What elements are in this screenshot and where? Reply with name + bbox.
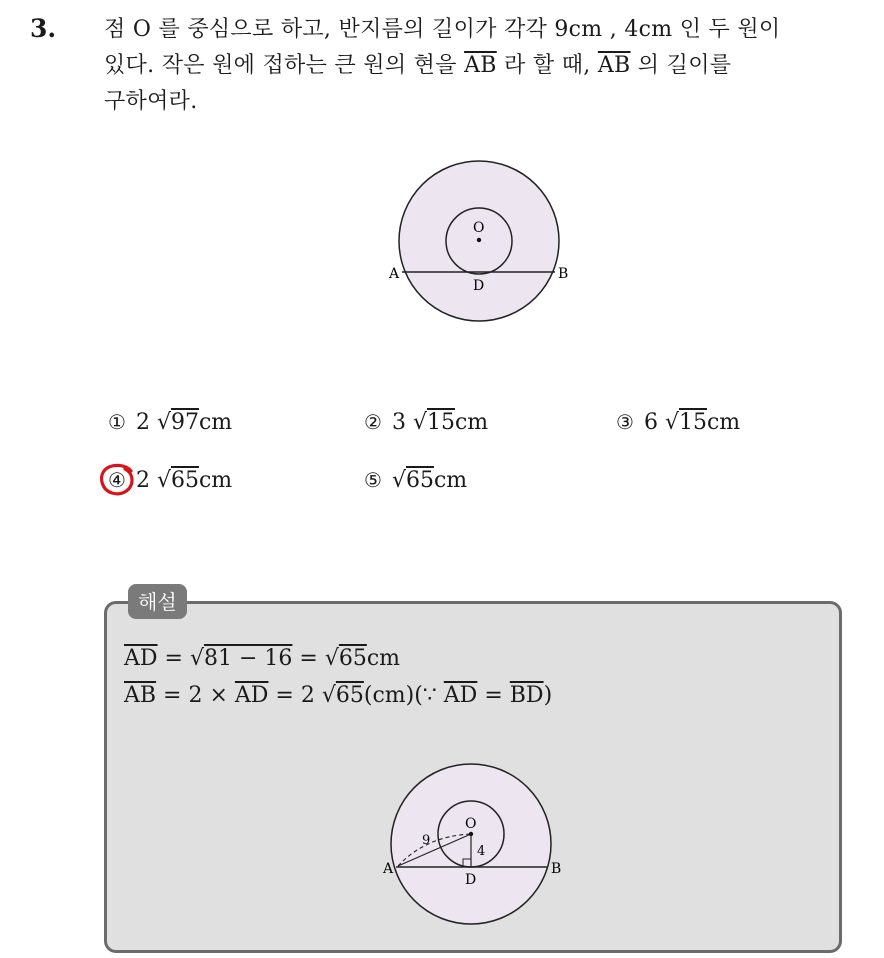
question-line-3: 구하여라. (104, 89, 198, 114)
label-o: O (473, 220, 485, 236)
choice-coef: 6 (643, 410, 665, 435)
choice-radical: 65 (170, 468, 199, 493)
segment-ad: $\overline{AD}$ (234, 683, 269, 708)
label-b: B (558, 266, 569, 282)
choice-4[interactable]: ④ 2 √65cm (108, 468, 232, 493)
choice-2[interactable]: ② 3 √15cm (364, 410, 489, 435)
label-b: B (551, 861, 562, 877)
label-d: D (473, 278, 485, 294)
choice-unit: cm (706, 410, 741, 435)
choice-unit: cm (433, 468, 468, 493)
solution-tab: 해설 (128, 584, 187, 619)
label-a: A (383, 861, 394, 877)
equation-part: = 2 × (156, 683, 235, 708)
choice-unit: cm (198, 468, 233, 493)
radical: 65 (335, 683, 364, 708)
equation-part: (cm)(∵ (363, 683, 444, 708)
center-point (477, 238, 481, 242)
choice-coef: 3 (391, 410, 413, 435)
label-o: O (465, 816, 477, 832)
unit: cm (366, 646, 401, 671)
choice-number: ① (108, 410, 126, 434)
question-line-2-part: 의 길이를 (630, 53, 732, 78)
segment-ab: $\overline{AB}$ (464, 53, 497, 78)
choice-unit: cm (198, 410, 233, 435)
segment-bd: $\overline{BD}$ (509, 683, 544, 708)
label-d: D (465, 872, 477, 888)
equation-part: = √ (157, 646, 204, 671)
label-4: 4 (477, 844, 486, 859)
radical: 81 − 16 (203, 646, 293, 671)
segment-ab: $\overline{AB}$ (597, 53, 631, 78)
center-point (469, 832, 473, 836)
choice-3[interactable]: ③ 6 √15cm (616, 410, 741, 435)
equation-part: = 2 √ (268, 683, 336, 708)
question-text (104, 12, 864, 120)
choice-coef: 2 (135, 468, 157, 493)
choice-number: ③ (616, 410, 634, 434)
equation-part: = √ (292, 646, 339, 671)
choice-radical: 15 (426, 410, 455, 435)
question-figure (380, 152, 580, 332)
choice-number: ② (364, 410, 382, 434)
choice-1[interactable]: ① 2 √97cm (108, 410, 233, 435)
label-9: 9 (422, 833, 431, 848)
question-line-1: 점 O 를 중심으로 하고, 반지름의 길이가 각각 9cm , 4cm 인 두 원이 (104, 17, 781, 42)
question-line-2 (104, 48, 864, 84)
question-number: 3. (30, 14, 57, 43)
radical: 65 (338, 646, 367, 671)
question-line-2-part: 라 할 때, (496, 53, 598, 78)
segment-ab: $\overline{AB}$ (124, 683, 157, 708)
solution-line-1 (124, 646, 400, 671)
label-a: A (389, 266, 400, 282)
segment-ad: $\overline{AD}$ (124, 646, 158, 671)
choice-radical: 15 (678, 410, 707, 435)
choice-radical: 97 (170, 410, 199, 435)
choice-radical: 65 (405, 468, 434, 493)
equation-part: ) (543, 683, 553, 708)
solution-line-2 (124, 683, 552, 708)
selected-answer-circle-icon (98, 462, 138, 498)
choice-coef: 2 (135, 410, 157, 435)
choice-number: ④ (108, 468, 126, 492)
solution-figure (376, 756, 576, 936)
choice-number: ⑤ (364, 468, 382, 492)
choice-unit: cm (454, 410, 489, 435)
question-line-2-part: 있다. 작은 원에 접하는 큰 원의 현을 (104, 53, 465, 78)
segment-ad: $\overline{AD}$ (443, 683, 478, 708)
equation-part: = (477, 683, 510, 708)
choice-5[interactable]: ⑤ √65cm (364, 468, 468, 493)
